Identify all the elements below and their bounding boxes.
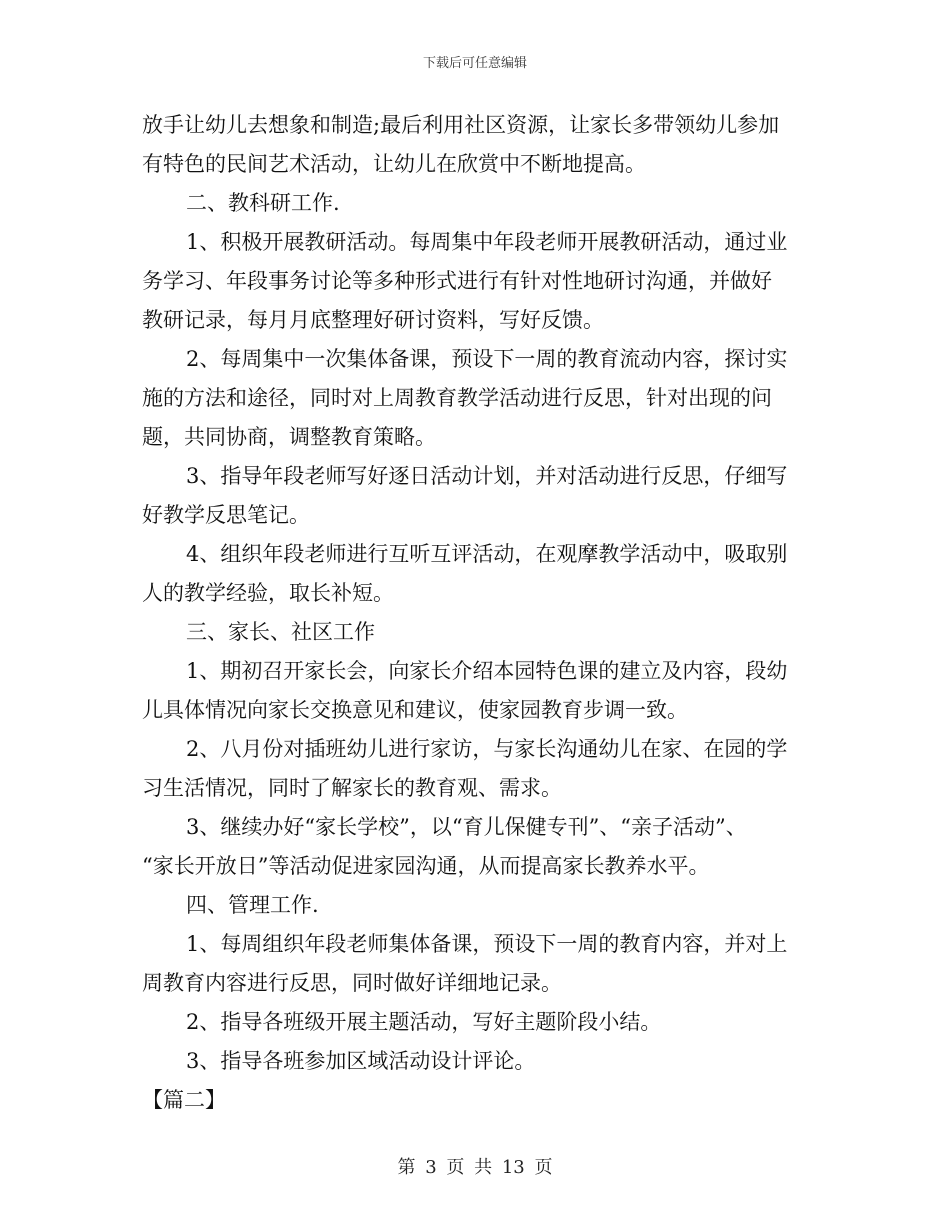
text-line: 1、积极开展教研活动。每周集中年段老师开展教研活动，通过业 (186, 230, 788, 254)
text-line: 4、组织年段老师进行互听互评活动，在观摩教学活动中，吸取别 (186, 542, 788, 566)
text-line: 有特色的民间艺术活动，让幼儿在欣赏中不断地提高。 (142, 152, 646, 176)
document-body (142, 106, 812, 1120)
text-line: 四、管理工作. (186, 893, 319, 917)
text-line: 人的教学经验，取长补短。 (142, 581, 394, 605)
text-line: 3、指导各班参加区域活动设计评论。 (186, 1049, 536, 1073)
text-line: 好教学反思笔记。 (142, 503, 310, 527)
page-footer: 第 3 页 共 13 页 (397, 1157, 553, 1178)
text-line: 周教育内容进行反思，同时做好详细地记录。 (142, 971, 562, 995)
text-line: 习生活情况，同时了解家长的教育观、需求。 (142, 776, 562, 800)
text-line: 施的方法和途径，同时对上周教育教学活动进行反思，针对出现的问 (142, 386, 772, 410)
text-line: 1、每周组织年段老师集体备课，预设下一周的教育内容，并对上 (186, 932, 788, 956)
text-line: 三、家长、社区工作 (186, 620, 375, 644)
text-line: 二、教科研工作. (186, 191, 340, 215)
text-line: 题，共同协商，调整教育策略。 (142, 425, 436, 449)
page-header: 下载后可任意编辑 (422, 56, 527, 71)
text-line: 务学习、年段事务讨论等多种形式进行有针对性地研讨沟通，并做好 (142, 269, 772, 293)
text-line: 2、指导各班级开展主题活动，写好主题阶段小结。 (186, 1010, 662, 1034)
text-line: 放手让幼儿去想象和制造;最后利用社区资源，让家长多带领幼儿参加 (142, 113, 780, 137)
text-line: 【篇二】 (142, 1088, 226, 1112)
text-line: 3、继续办好“家长学校”，以“育儿保健专刊”、“亲子活动”、 (186, 815, 747, 839)
text-line: “家长开放日”等活动促进家园沟通，从而提高家长教养水平。 (142, 854, 710, 878)
text-line: 2、八月份对插班幼儿进行家访，与家长沟通幼儿在家、在园的学 (186, 737, 788, 761)
text-line: 儿具体情况向家长交换意见和建议，使家园教育步调一致。 (142, 698, 688, 722)
text-line: 3、指导年段老师写好逐日活动计划，并对活动进行反思，仔细写 (186, 464, 788, 488)
text-line: 1、期初召开家长会，向家长介绍本园特色课的建立及内容，段幼 (186, 659, 788, 683)
text-line: 2、每周集中一次集体备课，预设下一周的教育流动内容，探讨实 (186, 347, 788, 371)
text-line: 教研记录，每月月底整理好研讨资料，写好反馈。 (142, 308, 604, 332)
